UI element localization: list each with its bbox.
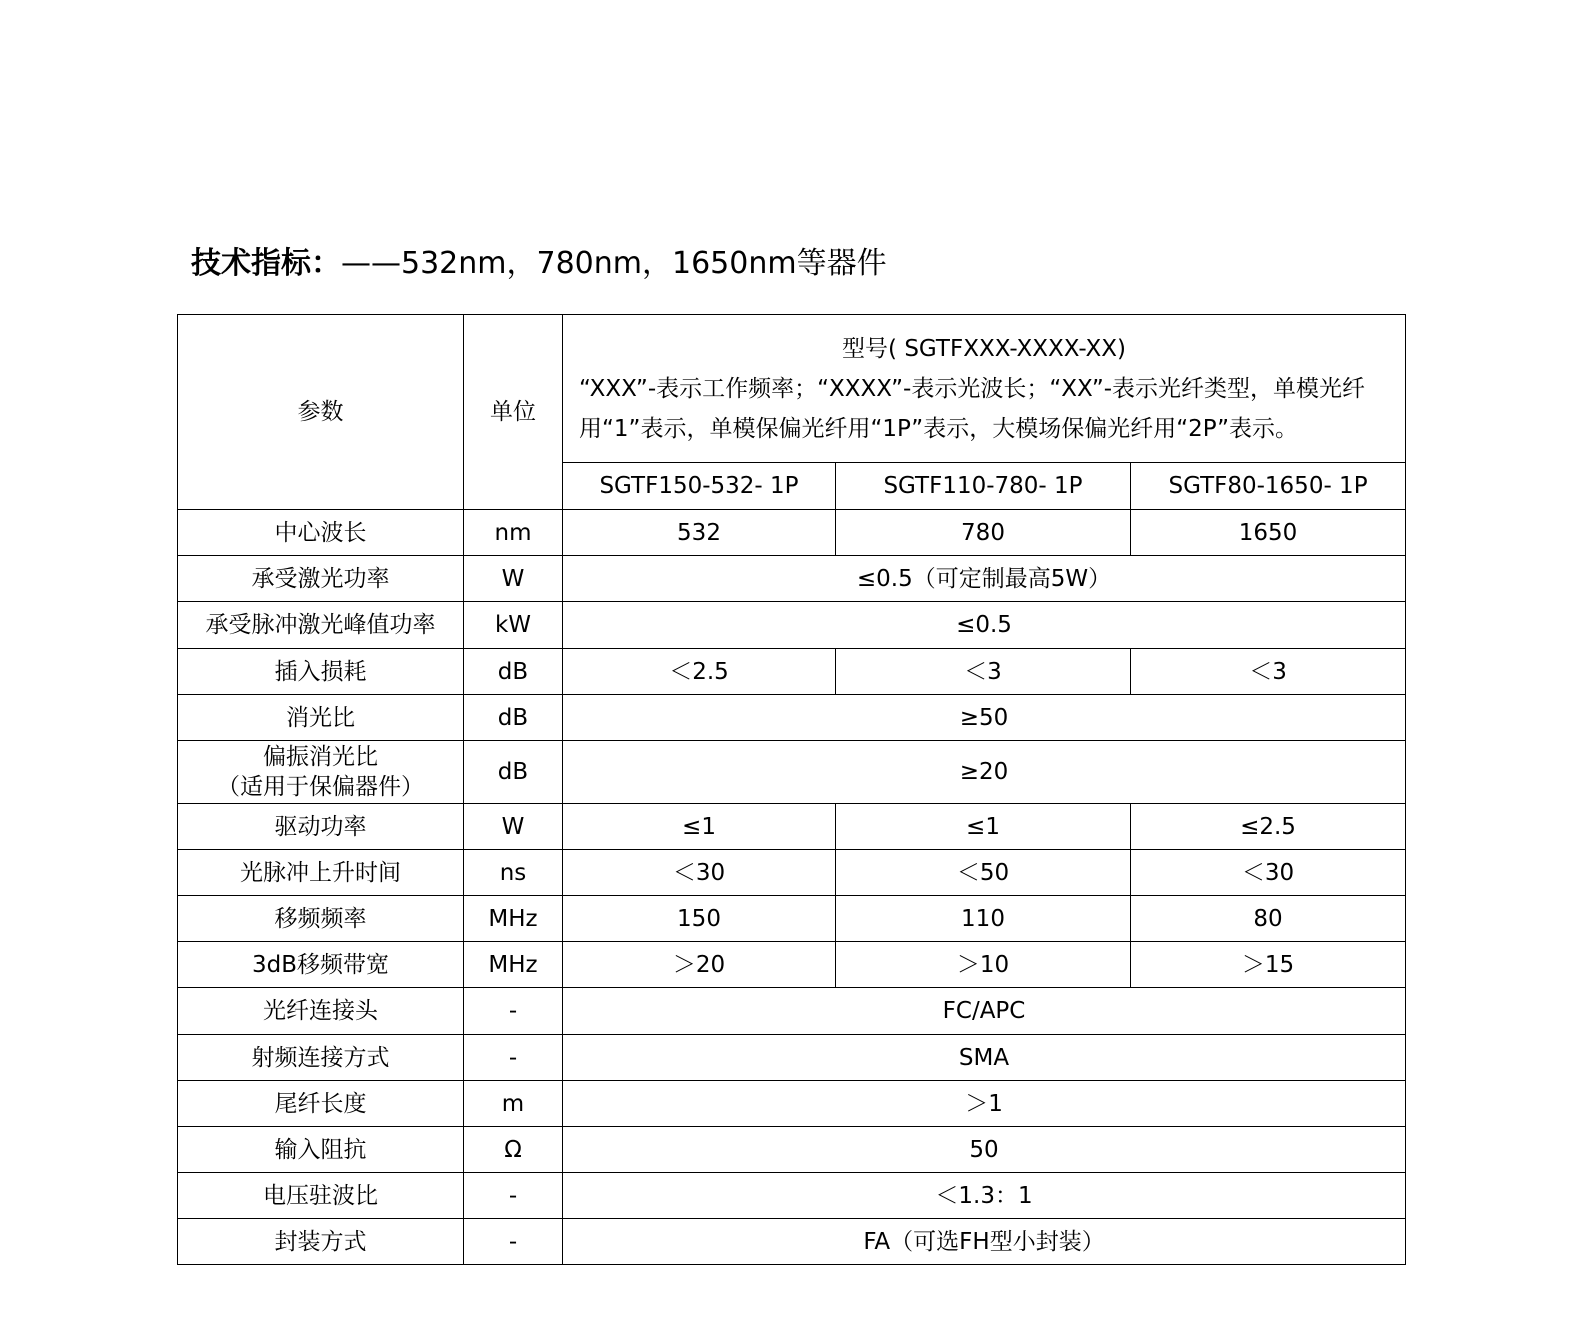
value-cell: 80 [1131, 896, 1406, 942]
value-cell: ≤2.5 [1131, 804, 1406, 850]
param-cell: 承受激光功率 [178, 556, 464, 602]
param-cell: 光纤连接头 [178, 988, 464, 1035]
unit-cell: MHz [464, 942, 563, 988]
unit-cell: ns [464, 850, 563, 896]
table-row [178, 695, 1406, 741]
param-sublabel: （适用于保偏器件） [217, 774, 424, 800]
value-cell: 532 [563, 510, 836, 556]
table-row [178, 510, 1406, 556]
value-cell: FA（可选FH型小封装） [563, 1219, 1406, 1265]
value-cell: 110 [836, 896, 1131, 942]
param-cell: 中心波长 [178, 510, 464, 556]
unit-cell: - [464, 988, 563, 1035]
value-cell: ≤1 [563, 804, 836, 850]
unit-cell: W [464, 556, 563, 602]
value-cell: ＞1 [563, 1081, 1406, 1127]
unit-cell: - [464, 1035, 563, 1081]
unit-cell: kW [464, 602, 563, 649]
header-row [178, 315, 1406, 463]
header-unit: 单位 [464, 315, 563, 510]
table-row [178, 649, 1406, 695]
table-row [178, 1035, 1406, 1081]
header-param: 参数 [178, 315, 464, 510]
value-cell: ＜2.5 [563, 649, 836, 695]
table-row [178, 942, 1406, 988]
value-cell: ≤1 [836, 804, 1131, 850]
value-cell: SMA [563, 1035, 1406, 1081]
param-label: 偏振消光比 [263, 744, 378, 770]
param-cell: 电压驻波比 [178, 1173, 464, 1219]
value-cell: 780 [836, 510, 1131, 556]
value-cell: ＜30 [1131, 850, 1406, 896]
unit-cell: - [464, 1219, 563, 1265]
table-row [178, 741, 1406, 804]
param-cell: 光脉冲上升时间 [178, 850, 464, 896]
title-rest: ——532nm，780nm，1650nm等器件 [341, 246, 887, 281]
value-cell: ≤0.5（可定制最高5W） [563, 556, 1406, 602]
unit-cell: nm [464, 510, 563, 556]
model-name: SGTF110-780- 1P [836, 463, 1131, 510]
value-cell: 50 [563, 1127, 1406, 1173]
param-cell: 承受脉冲激光峰值功率 [178, 602, 464, 649]
unit-cell: dB [464, 741, 563, 804]
value-cell: ＜1.3：1 [563, 1173, 1406, 1219]
value-cell: ≥20 [563, 741, 1406, 804]
param-cell: 3dB移频带宽 [178, 942, 464, 988]
unit-cell: Ω [464, 1127, 563, 1173]
value-cell: ≤0.5 [563, 602, 1406, 649]
unit-cell: m [464, 1081, 563, 1127]
param-cell: 驱动功率 [178, 804, 464, 850]
param-cell: 消光比 [178, 695, 464, 741]
model-title: 型号( SGTFXXX-XXXX-XX) [842, 335, 1126, 362]
unit-cell: W [464, 804, 563, 850]
table-row [178, 1127, 1406, 1173]
value-cell: ＞20 [563, 942, 836, 988]
title-prefix: 技术指标： [191, 246, 341, 281]
value-cell: ＞10 [836, 942, 1131, 988]
unit-cell: dB [464, 649, 563, 695]
document-title [191, 242, 887, 286]
value-cell: FC/APC [563, 988, 1406, 1035]
param-cell [178, 741, 464, 804]
spec-table [177, 314, 1406, 1265]
table-row [178, 602, 1406, 649]
value-cell: ＜3 [836, 649, 1131, 695]
param-cell: 尾纤长度 [178, 1081, 464, 1127]
value-cell: ＞15 [1131, 942, 1406, 988]
param-cell: 封装方式 [178, 1219, 464, 1265]
unit-cell: - [464, 1173, 563, 1219]
table-row [178, 896, 1406, 942]
model-name: SGTF80-1650- 1P [1131, 463, 1406, 510]
param-cell: 移频频率 [178, 896, 464, 942]
value-cell: ＜50 [836, 850, 1131, 896]
param-cell: 输入阻抗 [178, 1127, 464, 1173]
model-name: SGTF150-532- 1P [563, 463, 836, 510]
table-row [178, 556, 1406, 602]
value-cell: 1650 [1131, 510, 1406, 556]
table-row [178, 1219, 1406, 1265]
value-cell: ＜3 [1131, 649, 1406, 695]
model-note: “XXX”-表示工作频率；“XXXX”-表示光波长；“XX”-表示光纤类型，单模光纤用“1”表示，单模保偏光纤用“1P”表示，大模场保偏光纤用“2P”表示。 [579, 375, 1366, 442]
table-row [178, 850, 1406, 896]
table-row [178, 1081, 1406, 1127]
value-cell: ≥50 [563, 695, 1406, 741]
unit-cell: MHz [464, 896, 563, 942]
value-cell: ＜30 [563, 850, 836, 896]
header-model [563, 315, 1406, 463]
table-row [178, 804, 1406, 850]
table-row [178, 1173, 1406, 1219]
param-cell: 插入损耗 [178, 649, 464, 695]
param-cell: 射频连接方式 [178, 1035, 464, 1081]
unit-cell: dB [464, 695, 563, 741]
value-cell: 150 [563, 896, 836, 942]
table-row [178, 988, 1406, 1035]
